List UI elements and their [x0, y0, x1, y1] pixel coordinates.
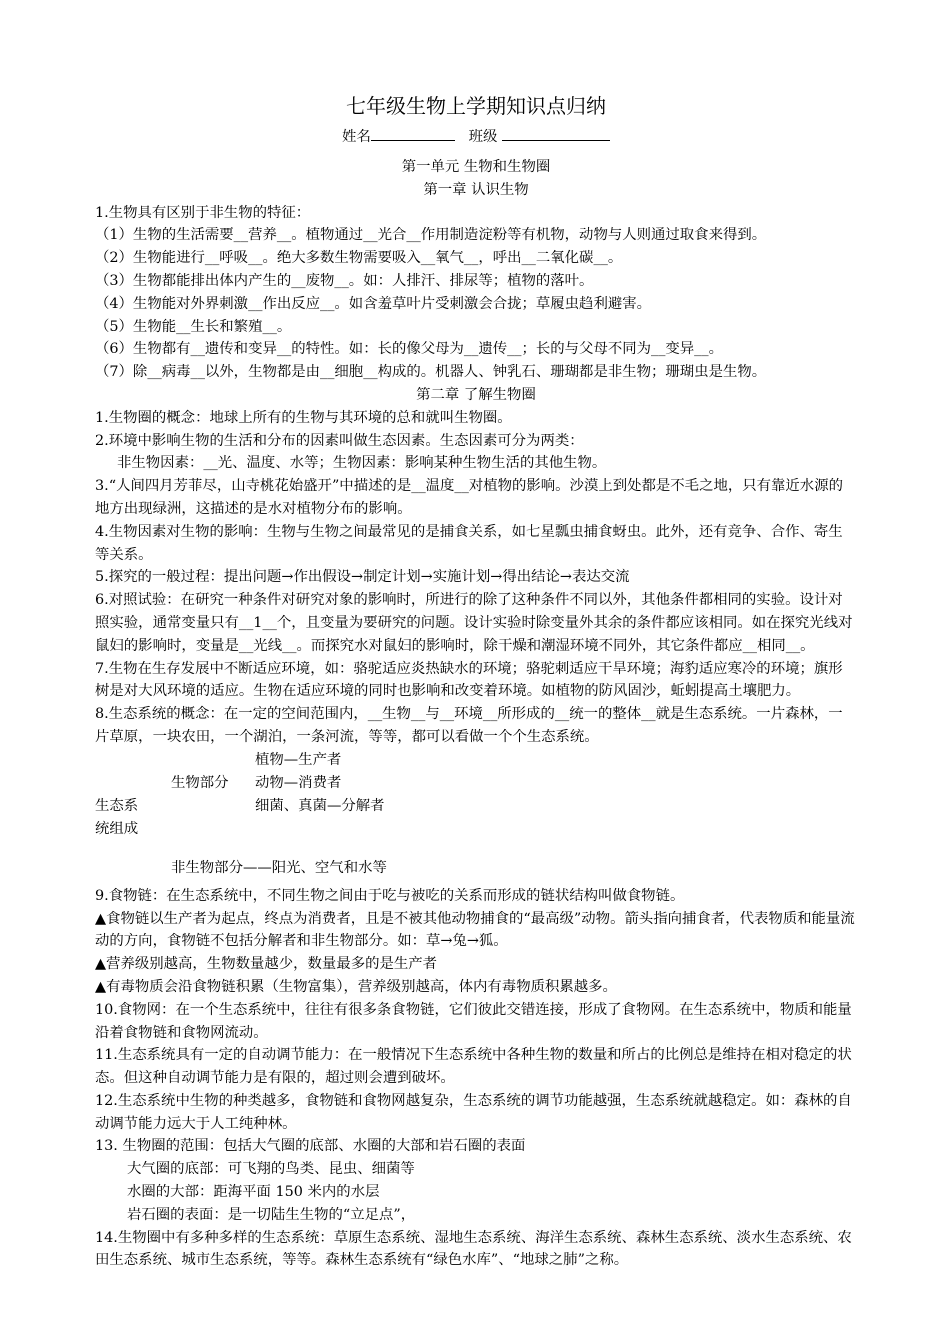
- triangle-note-2: ▲营养级别越高，生物数量越少，数量最多的是生产者: [95, 956, 438, 973]
- tree-bio-part: 生物部分: [171, 774, 229, 791]
- point-13-hydrosphere: 水圈的大部：距海平面 150 米内的水层: [127, 1184, 380, 1201]
- triangle-note-3: ▲有毒物质会沿食物链积累（生物富集），营养级别越高，体内有毒物质积累越多。: [95, 978, 617, 995]
- point-4: 4.生物因素对生物的影响：生物与生物之间最常见的是捕食关系，如七星瓢虫捕食蚜虫。此外，还有竞争、合作、寄生等关系。: [95, 523, 843, 563]
- feature-5: （5）生物能__生长和繁殖__。: [95, 318, 292, 335]
- class-label: 班级: [468, 129, 498, 145]
- name-blank[interactable]: [371, 126, 455, 141]
- point-7: 7.生物在生存发展中不断适应环境，如：骆驼适应炎热缺水的环境；骆驼刺适应干旱环境；海豹适应寒冷的环境；旗形树是对大风环境的适应。生物在适应环境的同时也影响和改变着环境。如植物的防风固沙，蚯蚓提高土壤肥力。: [95, 660, 843, 700]
- triangle-note-1: ▲食物链以生产者为起点，终点为消费者，且是不被其他动物捕食的“最高级”动物。箭头指向捕食者，代表物质和能量流动的方向，食物链不包括分解者和非生物部分。如：草→兔→狐。: [95, 910, 855, 950]
- chapter2-heading: 第二章 了解生物圈: [416, 386, 536, 403]
- document-title: 七年级生物上学期知识点归纳: [346, 94, 606, 118]
- point-10: 10.食物网：在一个生态系统中，往往有很多条食物链，它们彼此交错连接，形成了食物网。在生态系统中，物质和能量沿着食物链和食物网流动。: [95, 1001, 852, 1041]
- section1-heading: 1.生物具有区别于非生物的特征：: [95, 204, 311, 221]
- point-12: 12.生态系统中生物的种类越多，食物链和食物网越复杂，生态系统的调节功能越强，生态系统就越稳定。如：森林的自动调节能力远大于人工纯种林。: [95, 1092, 852, 1132]
- point-1: 1.生物圈的概念：地球上所有的生物与其环境的总和就叫生物圈。: [95, 409, 512, 426]
- feature-7: （7）除__病毒__以外，生物都是由__细胞__构成的。机器人、钟乳石、珊瑚都是非生物；珊瑚虫是生物。: [95, 364, 767, 381]
- point-9: 9.食物链：在生态系统中，不同生物之间由于吃与被吃的关系而形成的链状结构叫做食物链。: [95, 887, 685, 904]
- point-2: 2.环境中影响生物的生活和分布的因素叫做生态因素。生态因素可分为两类：: [95, 432, 584, 449]
- document-page: [95, 92, 857, 1272]
- point-3: 3.“人间四月芳菲尽，山寺桃花始盛开”中描述的是__温度__对植物的影响。沙漠上到处都是不毛之地，只有靠近水源的地方出现绿洲，这描述的是水对植物分布的影响。: [95, 478, 843, 517]
- tree-eco-b: 统组成: [95, 820, 139, 837]
- chapter1-heading: 第一章 认识生物: [423, 181, 529, 198]
- name-label: 姓名: [342, 129, 371, 145]
- unit-heading: 第一单元 生物和生物圈: [401, 159, 551, 175]
- point-2-factors: 非生物因素：__光、温度、水等；生物因素：影响某种生物生活的其他生物。: [117, 455, 607, 472]
- point-8: 8.生态系统的概念：在一定的空间范围内，__生物__与__环境__所形成的__统一的整体__就是生态系统。一片森林，一片草原，一块农田，一个湖泊，一条河流，等等，都可以看做一个个生态系统。: [95, 706, 843, 745]
- point-14: 14.生物圈中有多种多样的生态系统：草原生态系统、湿地生态系统、海洋生态系统、森林生态系统、淡水生态系统、农田生态系统、城市生态系统，等等。森林生态系统有“绿色水库”、“地球之肺”之称。: [95, 1229, 852, 1269]
- tree-eco-a: 生态系: [95, 797, 139, 814]
- class-blank[interactable]: [502, 126, 610, 141]
- tree-plant: 植物—生产者: [255, 751, 342, 768]
- feature-2: （2）生物能进行__呼吸__。绝大多数生物需要吸入__氧气__，呼出__二氧化碳__。: [95, 250, 623, 267]
- feature-6: （6）生物都有__遗传和变异__的特性。如：长的像父母为__遗传__；长的与父母不同为__变异__。: [95, 341, 723, 358]
- feature-4: （4）生物能对外界刺激__作出反应__。如含羞草叶片受刺激会合拢；草履虫趋利避害。: [95, 295, 652, 312]
- point-11: 11.生态系统具有一定的自动调节能力：在一般情况下生态系统中各种生物的数量和所占的比例总是维持在相对稳定的状态。但这种自动调节能力是有限的，超过则会遭到破坏。: [95, 1047, 852, 1087]
- ecosystem-composition-tree: [95, 749, 857, 885]
- point-13: 13. 生物圈的范围：包括大气圈的底部、水圈的大部和岩石圈的表面: [95, 1138, 526, 1155]
- point-13-atmosphere: 大气圈的底部：可飞翔的鸟类、昆虫、细菌等: [127, 1161, 415, 1178]
- point-6: 6.对照试验：在研究一种条件对研究对象的影响时，所进行的除了这种条件不同以外，其他条件都相同的实验。设计对照实验，通常变量只有__1__个，且变量为要研究的问题。设计实验时除变量外其余的条件都应该相同。如在探究光线对鼠妇的影响时，变量是__光线__。而探究水对鼠妇的影响时，除干燥和潮湿环境不同外，其它条件都应__相同__。: [95, 592, 853, 654]
- tree-nonbio: 非生物部分——阳光、空气和水等: [171, 859, 387, 876]
- name-class-row: [95, 126, 857, 148]
- point-13-lithosphere: 岩石圈的表面：是一切陆生生物的“立足点”，: [127, 1206, 416, 1223]
- feature-1: （1）生物的生活需要__营养__。植物通过__光合__作用制造淀粉等有机物，动物与人则通过取食来得到。: [95, 227, 767, 244]
- tree-animal: 动物—消费者: [255, 774, 342, 791]
- feature-3: （3）生物都能排出体内产生的__废物__。如：人排汗、排尿等；植物的落叶。: [95, 272, 594, 289]
- tree-fungi: 细菌、真菌—分解者: [255, 797, 385, 814]
- point-5: 5.探究的一般过程：提出问题→作出假设→制定计划→实施计划→得出结论→表达交流: [95, 569, 630, 586]
